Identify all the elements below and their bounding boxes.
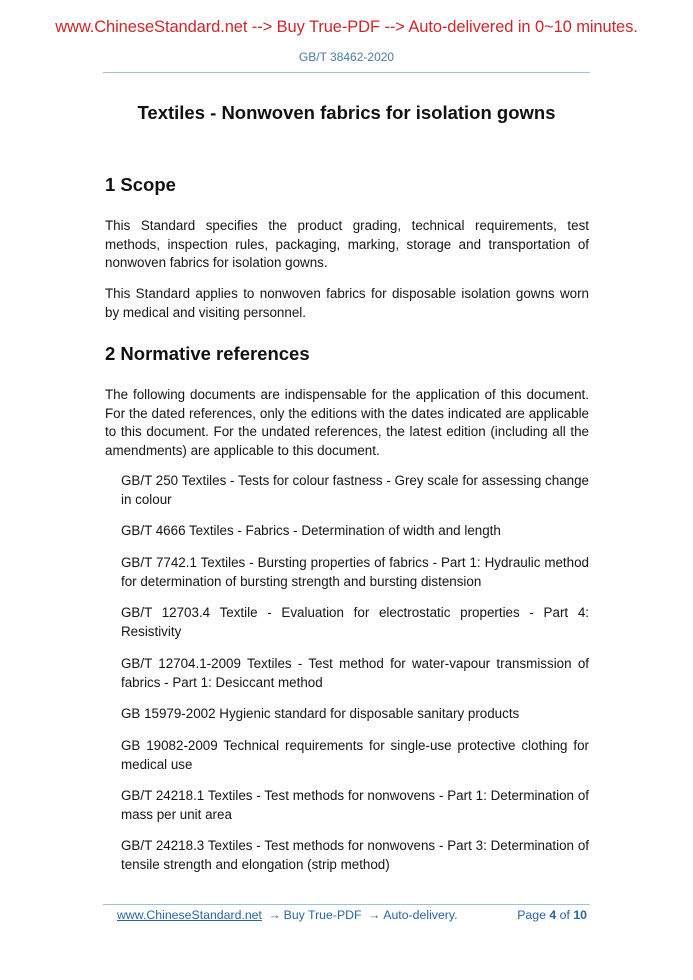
footer-divider [103,904,590,905]
scope-paragraph-1: This Standard specifies the product grading, technical requirements, test methods, inspection rules, packaging, marking, storage and transportation of nonwoven fabrics for isolation gowns. [105,218,589,270]
arrow-right-icon: → [268,908,281,922]
reference-item: GB/T 12704.1-2009 Textiles - Test method for water-vapour transmission of fabrics - Part 1: Desiccant method [121,656,589,690]
document-code: GB/T 38462-2020 [298,50,395,64]
footer-promo [117,908,458,922]
page-footer [117,908,587,922]
reference-item: GB/T 24218.1 Textiles - Test methods for nonwovens - Part 1: Determination of mass per unit area [121,788,589,822]
footer-buy-text: Buy True-PDF [283,908,362,922]
promo-banner[interactable]: www.ChineseStandard.net --> Buy True-PDF --> Auto-delivered in 0~10 minutes. [55,18,638,36]
page-indicator [517,908,587,922]
page-label: Page [517,908,546,922]
reference-item: GB/T 4666 Textiles - Fabrics - Determination of width and length [121,523,501,538]
footer-auto-text: Auto-delivery. [383,908,458,922]
scope-paragraph-2: This Standard applies to nonwoven fabrics for disposable isolation gowns worn by medical and visiting personnel. [105,286,589,320]
reference-item: GB/T 250 Textiles - Tests for colour fastness - Grey scale for assessing change in colour [121,473,589,507]
page-of: of [559,908,570,922]
reference-item: GB/T 24218.3 Textiles - Test methods for nonwovens - Part 3: Determination of tensile strength and elongation (strip method) [121,838,589,872]
section-heading-scope: 1 Scope [105,174,176,195]
reference-item: GB 15979-2002 Hygienic standard for disposable sanitary products [121,706,520,721]
reference-item: GB 19082-2009 Technical requirements for single-use protective clothing for medical use [121,738,589,772]
header-divider [103,72,590,73]
page-total: 10 [573,908,587,922]
reference-item: GB/T 7742.1 Textiles - Bursting properties of fabrics - Part 1: Hydraulic method for determination of bursting strength and bursting distension [121,555,589,589]
reference-item: GB/T 12703.4 Textile - Evaluation for electrostatic properties - Part 4: Resistivity [121,605,589,639]
section-heading-normative-references: 2 Normative references [105,343,310,364]
page-current: 4 [549,908,557,922]
normative-intro-paragraph: The following documents are indispensable for the application of this document. For the dated references, only the editions with the dates indicated are applicable to this document. For the undated references, the latest edition (including all the amendments) are applicable to this document. [105,387,589,458]
document-title: Textiles - Nonwoven fabrics for isolation gowns [137,102,556,123]
footer-site-link[interactable]: www.ChineseStandard.net [117,908,262,922]
arrow-right-icon: → [367,908,381,922]
